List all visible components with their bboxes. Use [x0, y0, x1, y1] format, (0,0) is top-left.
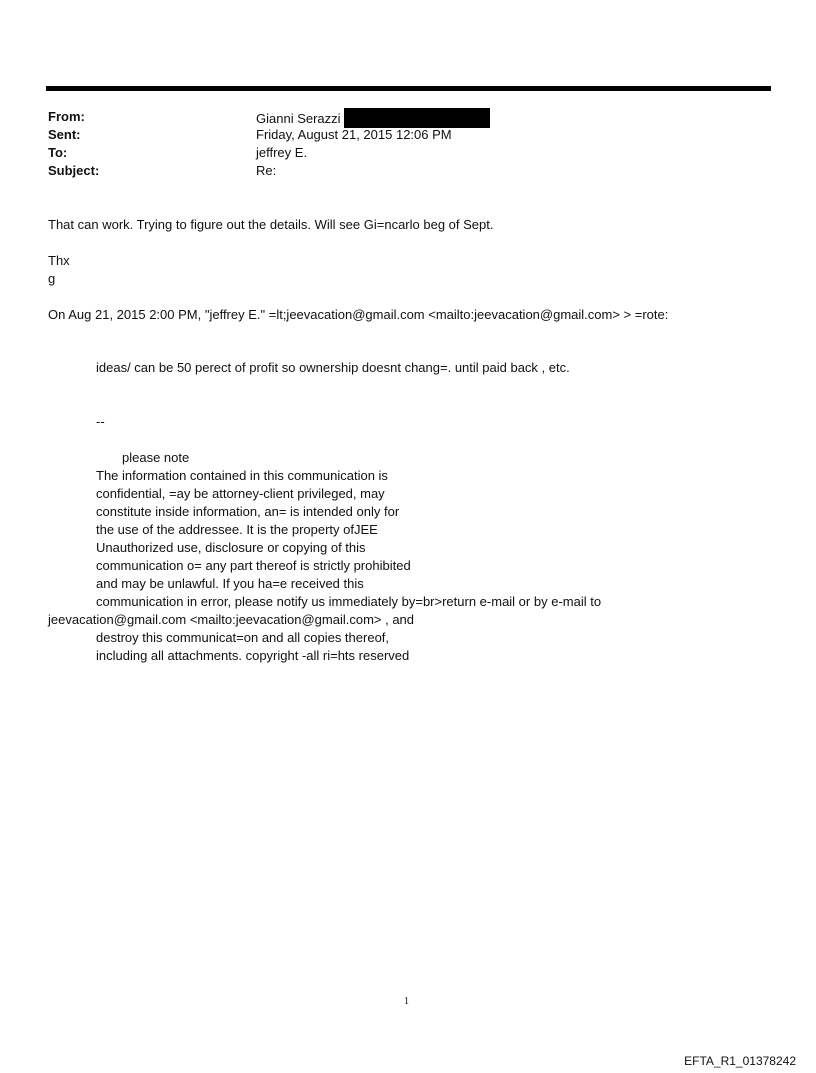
disclaimer-line: including all attachments. copyright -all ri=hts reserved: [96, 648, 410, 663]
redaction-block: [344, 108, 490, 128]
sent-value: Friday, August 21, 2015 12:06 PM: [256, 127, 452, 142]
header-rule: [46, 86, 771, 91]
reply-line-2: Thx: [48, 253, 70, 268]
disclaimer-line: confidential, =ay be attorney-client privileged, may: [96, 486, 385, 501]
subject-label: Subject:: [48, 163, 100, 178]
quote-header: On Aug 21, 2015 2:00 PM, "jeffrey E." =lt;jeevacation@gmail.com <mailto:jeevacation@gmail.com> > =rote:: [48, 307, 669, 322]
disclaimer-line: destroy this communicat=on and all copies thereof,: [96, 630, 390, 645]
from-name: Gianni Serazzi: [256, 111, 341, 126]
disclaimer-heading: please note: [122, 450, 190, 465]
subject-value: Re:: [256, 163, 277, 178]
from-value: [256, 108, 490, 128]
quoted-ideas: ideas/ can be 50 perect of profit so ownership doesnt chang=. until paid back , etc.: [96, 360, 570, 375]
reply-line-1: That can work. Trying to figure out the details. Will see Gi=ncarlo beg of Sept.: [48, 217, 494, 232]
reply-line-3: g: [48, 271, 56, 286]
disclaimer-line: communication o= any part thereof is strictly prohibited: [96, 558, 411, 573]
to-label: To:: [48, 145, 68, 160]
disclaimer-line: constitute inside information, an= is intended only for: [96, 504, 400, 519]
sent-label: Sent:: [48, 127, 81, 142]
page-number: 1: [404, 996, 409, 1007]
from-label: From:: [48, 109, 85, 124]
to-value: jeffrey E.: [256, 145, 308, 160]
disclaimer-line: and may be unlawful. If you ha=e received this: [96, 576, 364, 591]
disclaimer-line: the use of the addressee. It is the property ofJEE: [96, 522, 378, 537]
disclaimer-line: Unauthorized use, disclosure or copying of this: [96, 540, 366, 555]
disclaimer-line: jeevacation@gmail.com <mailto:jeevacation@gmail.com> , and: [48, 612, 415, 627]
disclaimer-line: communication in error, please notify us immediately by=br>return e-mail or by e-mail to: [96, 594, 602, 609]
disclaimer-line: The information contained in this communication is: [96, 468, 388, 483]
signature-separator: --: [96, 414, 105, 429]
bates-number: EFTA_R1_01378242: [684, 1054, 796, 1068]
